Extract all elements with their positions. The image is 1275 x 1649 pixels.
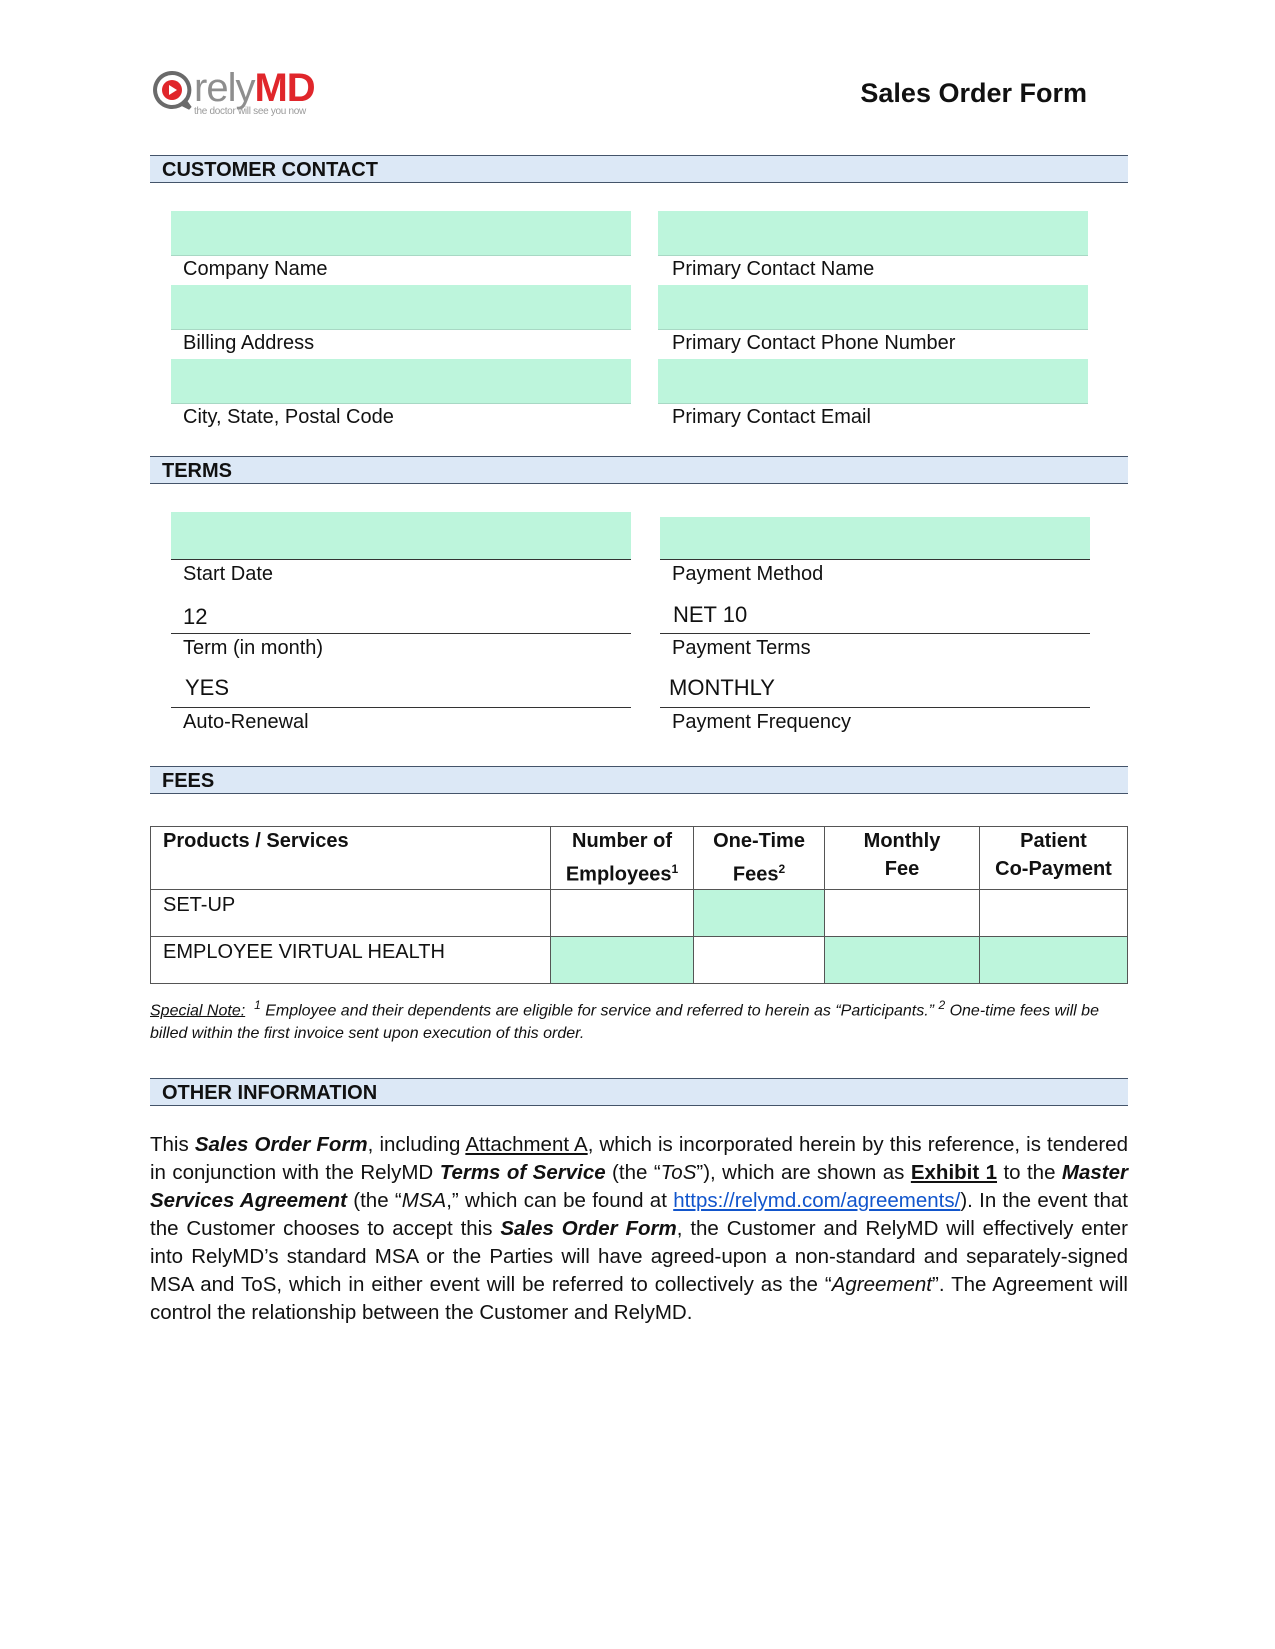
header-employees-line2: Employees xyxy=(565,863,672,886)
logo-tagline: the doctor will see you now xyxy=(194,106,306,117)
payment-frequency-value: MONTHLY xyxy=(669,675,775,700)
header-copay-line2: Co-Payment xyxy=(995,858,1112,880)
text-run: This xyxy=(150,1133,195,1156)
company-logo xyxy=(150,66,320,124)
header-employees-line1: Number of xyxy=(572,830,672,852)
header-copay-line1: Patient xyxy=(1020,830,1087,852)
term-months-label: Term (in month) xyxy=(183,637,324,659)
table-row xyxy=(151,889,1128,936)
setup-onetime-cell[interactable] xyxy=(694,889,825,936)
footnote-marker: 1 xyxy=(254,998,261,1012)
header-products-text: Products / Services xyxy=(163,830,349,852)
payment-frequency-field[interactable] xyxy=(660,672,1090,708)
primary-contact-name-field[interactable] xyxy=(658,211,1088,256)
section-title: TERMS xyxy=(162,460,232,482)
text-run: ”), which are shown as xyxy=(696,1161,911,1184)
emphasis-msa: MSA xyxy=(401,1189,447,1212)
auto-renewal-value: YES xyxy=(185,675,230,700)
special-note-text-2: One-time fees will be billed within the first invoice sent upon execution of this order. xyxy=(150,1002,1099,1043)
special-note-text-1: Employee and their dependents are eligible for service and referred to herein as “Participants.” xyxy=(260,1002,939,1020)
evh-onetime-cell[interactable] xyxy=(694,936,825,983)
text-run: (the “ xyxy=(605,1161,661,1184)
section-header-customer-contact xyxy=(150,155,1128,183)
evh-monthly-cell[interactable] xyxy=(825,936,980,983)
header-onetime-line1: One-Time xyxy=(713,830,805,852)
special-note xyxy=(150,994,1130,1045)
header-copay xyxy=(980,827,1128,890)
table-header-row xyxy=(151,827,1128,890)
setup-monthly-cell[interactable] xyxy=(825,889,980,936)
attachment-a-reference: Attachment A xyxy=(465,1133,588,1156)
other-information-paragraph xyxy=(150,1131,1128,1327)
emphasis-master-services-agreement: Master Services Agreement xyxy=(150,1161,1129,1212)
city-state-postal-field[interactable] xyxy=(171,359,631,404)
page-title: Sales Order Form xyxy=(860,78,1087,108)
section-header-fees xyxy=(150,766,1128,794)
text-run: , the Customer and RelyMD will effectively enter into RelyMD’s standard MSA or the Parties will have agreed-upon a non-standard and separately-signed MSA and ToS, which in either event will be referred to collectively as the “ xyxy=(150,1217,1128,1296)
term-months-field[interactable] xyxy=(171,598,631,634)
fees-table xyxy=(150,826,1128,984)
agreements-link[interactable]: https://relymd.com/agreements/ xyxy=(673,1189,961,1212)
payment-terms-field[interactable] xyxy=(660,598,1090,634)
row-label: SET-UP xyxy=(151,889,551,936)
primary-contact-name-label: Primary Contact Name xyxy=(672,258,875,280)
payment-terms-label: Payment Terms xyxy=(672,637,811,659)
section-title: CUSTOMER CONTACT xyxy=(162,159,378,181)
logo-wordmark xyxy=(194,66,315,110)
city-state-postal-label: City, State, Postal Code xyxy=(183,406,394,428)
evh-copay-cell[interactable] xyxy=(980,936,1128,983)
primary-contact-email-label: Primary Contact Email xyxy=(672,406,871,428)
logo-wordmark-bold: MD xyxy=(254,66,315,110)
auto-renewal-label: Auto-Renewal xyxy=(183,711,309,733)
emphasis-terms-of-service: Terms of Service xyxy=(439,1161,606,1184)
section-title: FEES xyxy=(162,770,215,792)
row-label: EMPLOYEE VIRTUAL HEALTH xyxy=(151,936,551,983)
primary-contact-phone-field[interactable] xyxy=(658,285,1088,330)
text-run: to the xyxy=(997,1161,1062,1184)
text-run: ). In the event that the Customer chooses to accept this xyxy=(150,1189,1129,1240)
billing-address-label: Billing Address xyxy=(183,332,315,354)
primary-contact-phone-label: Primary Contact Phone Number xyxy=(672,332,956,354)
header-products xyxy=(151,827,551,890)
primary-contact-email-field[interactable] xyxy=(658,359,1088,404)
header-monthly xyxy=(825,827,980,890)
start-date-field[interactable] xyxy=(171,512,631,560)
auto-renewal-field[interactable] xyxy=(171,672,631,708)
text-run: ”. The Agreement will control the relationship between the Customer and RelyMD. xyxy=(150,1273,1128,1324)
header-onetime-line2: Fees xyxy=(732,863,779,886)
section-title: OTHER INFORMATION xyxy=(162,1082,378,1104)
text-run: , which is incorporated herein by this reference, is tendered in conjunction with the RelyMD xyxy=(150,1133,1128,1184)
payment-method-label: Payment Method xyxy=(672,563,824,585)
company-name-field[interactable] xyxy=(171,211,631,256)
section-header-other-information xyxy=(150,1078,1128,1106)
start-date-label: Start Date xyxy=(183,563,274,585)
emphasis-sales-order-form: Sales Order Form xyxy=(500,1217,677,1240)
billing-address-field[interactable] xyxy=(171,285,631,330)
exhibit-1-reference: Exhibit 1 xyxy=(910,1161,998,1184)
text-run: ,” which can be found at xyxy=(446,1189,674,1212)
text-run: (the “ xyxy=(346,1189,402,1212)
header-employees xyxy=(551,827,694,890)
chat-play-icon xyxy=(152,70,192,114)
payment-terms-value: NET 10 xyxy=(673,602,748,627)
section-header-terms xyxy=(150,456,1128,484)
special-note-lead: Special Note: xyxy=(150,1002,246,1020)
payment-frequency-label: Payment Frequency xyxy=(672,711,851,733)
evh-employees-cell[interactable] xyxy=(551,936,694,983)
term-months-value: 12 xyxy=(183,604,208,629)
setup-copay-cell[interactable] xyxy=(980,889,1128,936)
logo-wordmark-light: rely xyxy=(194,66,255,110)
footnote-marker: 2 xyxy=(778,862,786,876)
emphasis-sales-order-form: Sales Order Form xyxy=(194,1133,368,1156)
text-run: , including xyxy=(367,1133,466,1156)
footnote-marker: 2 xyxy=(938,998,946,1012)
header-monthly-line1: Monthly xyxy=(863,830,941,852)
setup-employees-cell[interactable] xyxy=(551,889,694,936)
footnote-marker: 1 xyxy=(671,862,679,876)
emphasis-tos: ToS xyxy=(660,1161,697,1184)
header-onetime xyxy=(694,827,825,890)
payment-method-field[interactable] xyxy=(660,517,1090,560)
emphasis-agreement: Agreement xyxy=(831,1273,932,1296)
header-monthly-line2: Fee xyxy=(884,858,920,880)
table-row xyxy=(151,936,1128,983)
company-name-label: Company Name xyxy=(183,258,328,280)
